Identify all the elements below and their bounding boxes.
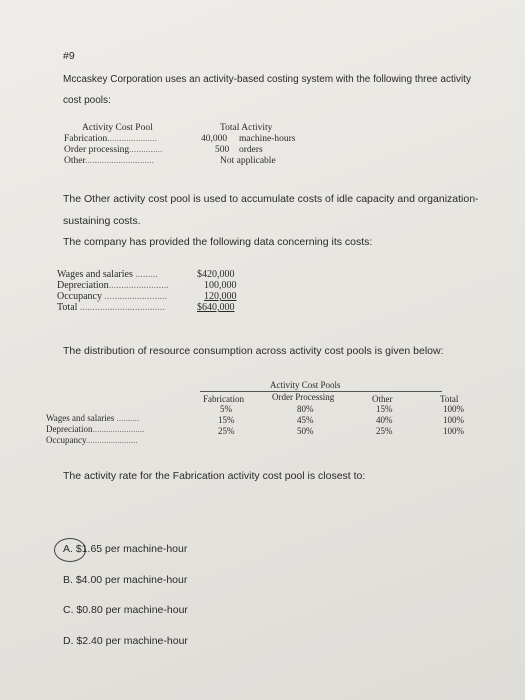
dist-row: Wages and salaries ..........	[46, 413, 139, 423]
other-pool-text: The Other activity cost pool is used to accumulate costs of idle capacity and organization-	[63, 193, 479, 205]
answer-option-a[interactable]	[63, 543, 187, 555]
dist-value: 25%	[376, 426, 393, 436]
dist-label: Depreciation	[46, 424, 93, 434]
answer-letter: B.	[63, 574, 73, 586]
answer-option-d[interactable]	[63, 635, 188, 647]
cost-label: Wages and salaries	[57, 269, 133, 280]
answer-option-b[interactable]	[63, 574, 187, 586]
answer-option-c[interactable]	[63, 604, 188, 616]
dist-value: 15%	[376, 404, 393, 414]
pool-row: Order processing..............	[64, 145, 163, 155]
answer-text: $0.80 per machine-hour	[76, 604, 188, 616]
col-fabrication: Fabrication	[203, 394, 244, 404]
cost-label: Occupancy	[57, 291, 102, 302]
pool-row: Other.............................	[64, 156, 154, 166]
pool-row: Fabrication.....................	[64, 134, 158, 144]
pool-qty: 40,000	[201, 134, 228, 144]
cost-row: Wages and salaries .........	[57, 269, 158, 280]
cost-label: Depreciation	[57, 280, 109, 291]
dist-value: 25%	[218, 426, 235, 436]
dist-value: 40%	[376, 415, 393, 425]
dist-value: 15%	[218, 415, 235, 425]
dist-value: 100%	[443, 404, 464, 414]
activity-header: Total Activity	[220, 123, 273, 133]
question-intro: Mccaskey Corporation uses an activity-based costing system with the following three activity	[63, 74, 471, 85]
question-prompt: The activity rate for the Fabrication activity cost pool is closest to:	[63, 470, 366, 482]
col-order-processing: Order Processing	[272, 392, 335, 402]
cost-value: 100,000	[204, 280, 237, 291]
dist-value: 100%	[443, 426, 464, 436]
distribution-intro: The distribution of resource consumption across activity cost pools is given below:	[63, 345, 444, 357]
dist-value: 5%	[220, 404, 232, 414]
dist-row: Occupancy.......................	[46, 435, 138, 445]
pool-unit: orders	[239, 145, 263, 155]
cost-row: Total ..................................	[57, 302, 165, 313]
cost-row: Depreciation........................	[57, 280, 169, 291]
pool-unit: machine-hours	[239, 134, 296, 144]
cost-row: Occupancy .........................	[57, 291, 167, 302]
answer-letter: D.	[63, 635, 74, 647]
answer-letter: C.	[63, 604, 74, 616]
col-other: Other	[372, 394, 393, 404]
pool-name: Order processing	[64, 145, 130, 155]
dist-group-header: Activity Cost Pools	[270, 380, 341, 390]
cost-value: 120,000	[204, 291, 237, 302]
answer-text: $1.65 per machine-hour	[75, 543, 188, 555]
dist-row: Depreciation.......................	[46, 424, 145, 434]
other-pool-text-cont: sustaining costs.	[63, 215, 141, 227]
pool-qty: 500	[215, 145, 230, 155]
cost-label: Total	[57, 302, 78, 313]
dist-value: 100%	[443, 415, 464, 425]
dist-value: 80%	[297, 404, 314, 414]
cost-data-intro: The company has provided the following data concerning its costs:	[63, 236, 373, 248]
answer-text: $2.40 per machine-hour	[76, 635, 188, 647]
pool-unit: Not applicable	[220, 156, 276, 166]
question-number: #9	[63, 50, 75, 62]
pool-name: Fabrication	[64, 134, 108, 144]
dist-value: 45%	[297, 415, 314, 425]
answer-text: $4.00 per machine-hour	[75, 574, 188, 586]
dist-label: Wages and salaries	[46, 413, 115, 423]
pool-header: Activity Cost Pool	[82, 123, 153, 133]
answer-letter: A.	[63, 543, 73, 555]
dist-value: 50%	[297, 426, 314, 436]
col-total: Total	[440, 394, 459, 404]
cost-value: $420,000	[197, 269, 235, 280]
cost-total-value: $640,000	[197, 302, 235, 313]
pool-name: Other	[64, 156, 86, 166]
question-intro-cont: cost pools:	[63, 95, 111, 106]
dist-label: Occupancy	[46, 435, 86, 445]
